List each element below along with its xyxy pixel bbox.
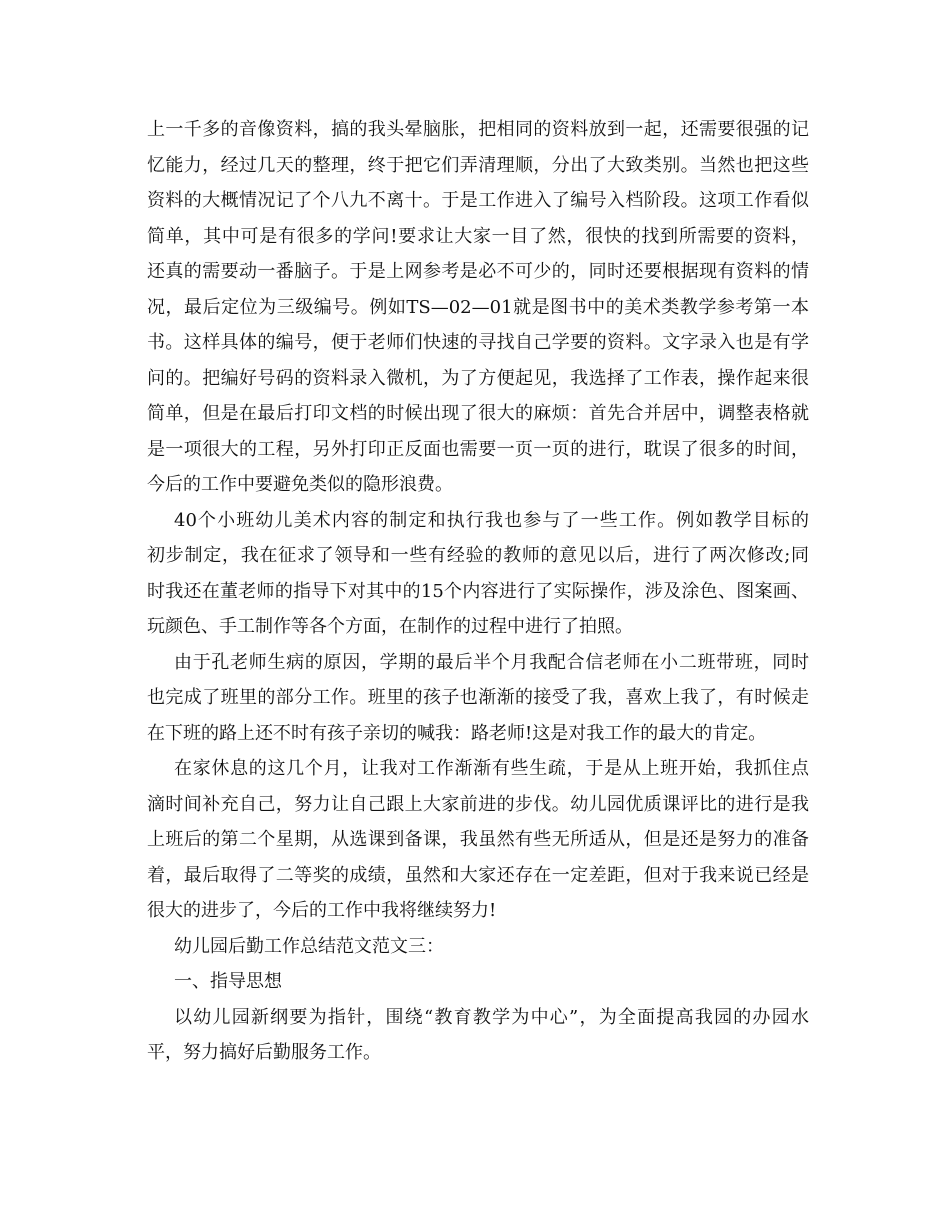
text-line: 书。这样具体的编号，便于老师们快速的寻找自己学要的资料。文字录入也是有学	[147, 332, 809, 353]
text-line: 时我还在董老师的指导下对其中的15个内容进行了实际操作，涉及涂色、图案画、	[147, 580, 809, 602]
text-line: 问的。把编好号码的资料录入微机，为了方便起见，我选择了工作表，操作起来很	[147, 367, 809, 389]
text-line: 也完成了班里的部分工作。班里的孩子也渐渐的接受了我，喜欢上我了，有时候走	[147, 687, 809, 708]
text-line: 幼儿园后勤工作总结范文范文三：	[174, 935, 444, 957]
text-line: 简单，但是在最后打印文档的时候出现了很大的麻烦：首先合并居中，调整表格就	[147, 403, 809, 424]
text-line: 上一千多的音像资料，搞的我头晕脑胀，把相同的资料放到一起，还需要很强的记	[147, 119, 809, 140]
text-line: 初步制定，我在征求了领导和一些有经验的教师的意见以后，进行了两次修改;同	[147, 545, 809, 566]
text-line: 滴时间补充自己，努力让自己跟上大家前进的步伐。幼儿园优质课评比的进行是我	[147, 793, 809, 815]
text-line: 忆能力，经过几天的整理，终于把它们弄清理顺，分出了大致类别。当然也把这些	[147, 154, 809, 176]
text-line: 况，最后定位为三级编号。例如TS—02—01就是图书中的美术类教学参考第一本	[147, 296, 809, 318]
text-line: 由于孔老师生病的原因，学期的最后半个月我配合信老师在小二班带班，同时	[174, 651, 809, 673]
text-line: 还真的需要动一番脑子。于是上网参考是必不可少的，同时还要根据现有资料的情	[147, 261, 809, 282]
text-line: 是一项很大的工程，另外打印正反面也需要一页一页的进行，耽误了很多的时间，	[147, 438, 809, 460]
text-line: 在家休息的这几个月，让我对工作渐渐有些生疏，于是从上班开始，我抓住点	[174, 758, 809, 779]
text-line: 玩颜色、手工制作等各个方面，在制作的过程中进行了拍照。	[147, 616, 633, 637]
text-line: 40个小班幼儿美术内容的制定和执行我也参与了一些工作。例如教学目标的	[174, 509, 809, 531]
text-line: 一、指导思想	[174, 971, 282, 992]
document-body	[147, 112, 809, 1071]
text-line: 平，努力搞好后勤服务工作。	[147, 1042, 381, 1063]
text-line: 在下班的路上还不时有孩子亲切的喊我：路老师!这是对我工作的最大的肯定。	[147, 722, 767, 744]
text-line: 上班后的第二个星期，从选课到备课，我虽然有些无所适从，但是还是努力的准备	[147, 829, 809, 850]
text-line: 今后的工作中要避免类似的隐形浪费。	[147, 474, 453, 495]
text-line: 很大的进步了，今后的工作中我将继续努力!	[147, 900, 497, 921]
text-line: 资料的大概情况记了个八九不离十。于是工作进入了编号入档阶段。这项工作看似	[147, 190, 809, 211]
text-line: 以幼儿园新纲要为指针，围绕“教育教学为中心”，为全面提高我园的办园水	[174, 1006, 809, 1028]
text-line: 着，最后取得了二等奖的成绩，虽然和大家还存在一定差距，但对于我来说已经是	[147, 864, 809, 886]
text-line: 简单，其中可是有很多的学问!要求让大家一目了然，很快的找到所需要的资料，	[147, 225, 809, 247]
